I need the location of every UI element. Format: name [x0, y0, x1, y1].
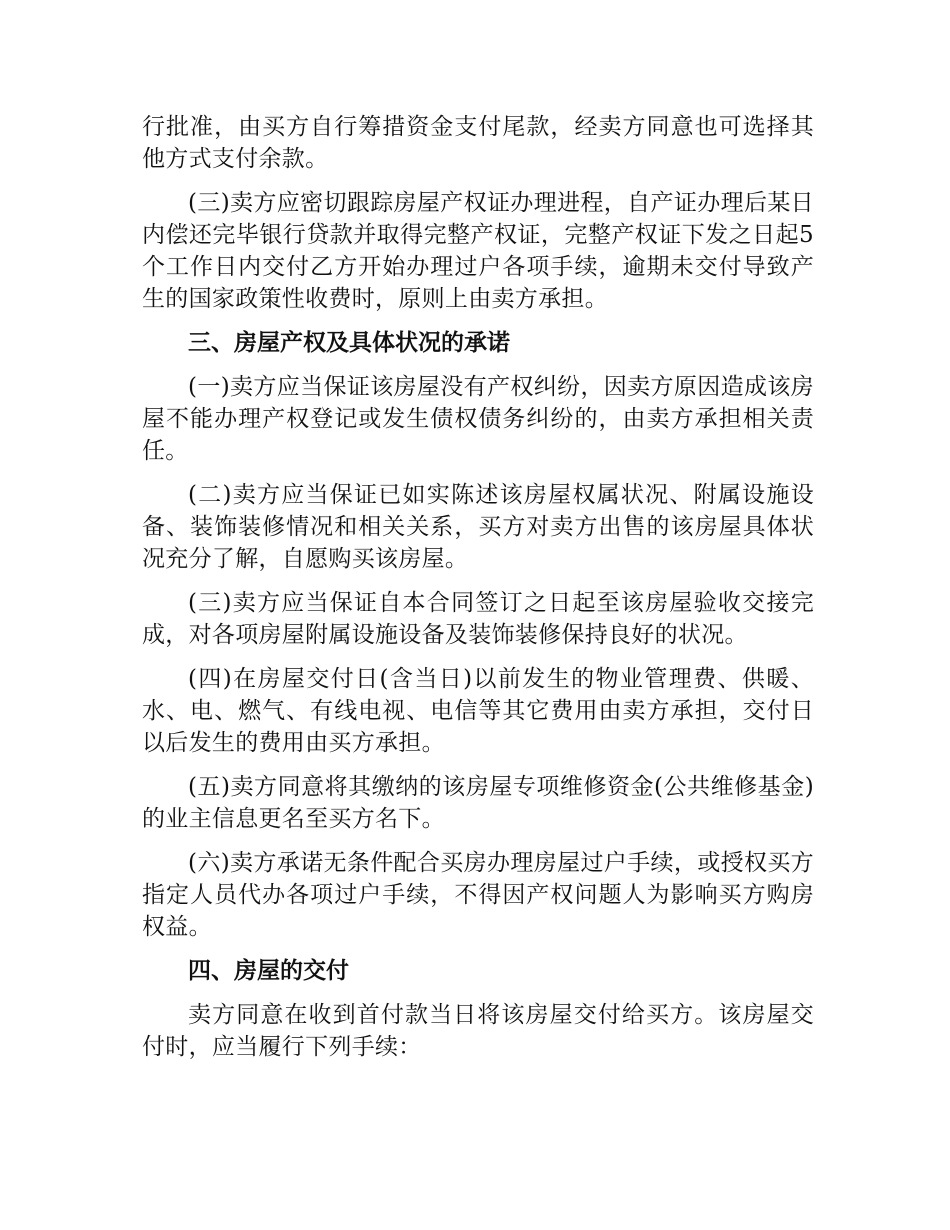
document-page	[142, 111, 814, 1075]
paragraph-delivery: 卖方同意在收到首付款当日将该房屋交付给买方。该房屋交付时，应当履行下列手续：	[142, 1002, 814, 1060]
paragraph-clause-3-5: (五)卖方同意将其缴纳的该房屋专项维修资金(公共维修基金)的业主信息更名至买方名下。	[142, 774, 814, 832]
paragraph-clause-3-4: (四)在房屋交付日(含当日)以前发生的物业管理费、供暖、水、电、燃气、有线电视、电信等其它费用由卖方承担，交付日以后发生的费用由买方承担。	[142, 666, 814, 756]
section-heading-4: 四、房屋的交付	[188, 958, 349, 984]
paragraph-clause-3-2: (二)卖方应当保证已如实陈述该房屋权属状况、附属设施设备、装饰装修情况和相关关系，买方对卖方出售的该房屋具体状况充分了解，自愿购买该房屋。	[142, 482, 814, 572]
paragraph-clause-3-3: (三)卖方应当保证自本合同签订之日起至该房屋验收交接完成，对各项房屋附属设施设备及装饰装修保持良好的状况。	[142, 590, 814, 648]
section-heading-3: 三、房屋产权及具体状况的承诺	[188, 330, 510, 356]
paragraph-payment-continuation: 行批准，由买方自行筹措资金支付尾款，经卖方同意也可选择其他方式支付余款。	[142, 114, 814, 172]
paragraph-clause-3-1: (一)卖方应当保证该房屋没有产权纠纷，因卖方原因造成该房屋不能办理产权登记或发生债权债务纠纷的，由卖方承担相关责任。	[142, 374, 814, 464]
paragraph-clause-2-3: (三)卖方应密切跟踪房屋产权证办理进程，自产证办理后某日内偿还完毕银行贷款并取得完整产权证，完整产权证下发之日起5个工作日内交付乙方开始办理过户各项手续，逾期未交付导致产生的国家政策性收费时，原则上由卖方承担。	[142, 190, 814, 312]
paragraph-clause-3-6: (六)卖方承诺无条件配合买房办理房屋过户手续，或授权买方指定人员代办各项过户手续，不得因产权问题人为影响买方购房权益。	[142, 850, 814, 940]
